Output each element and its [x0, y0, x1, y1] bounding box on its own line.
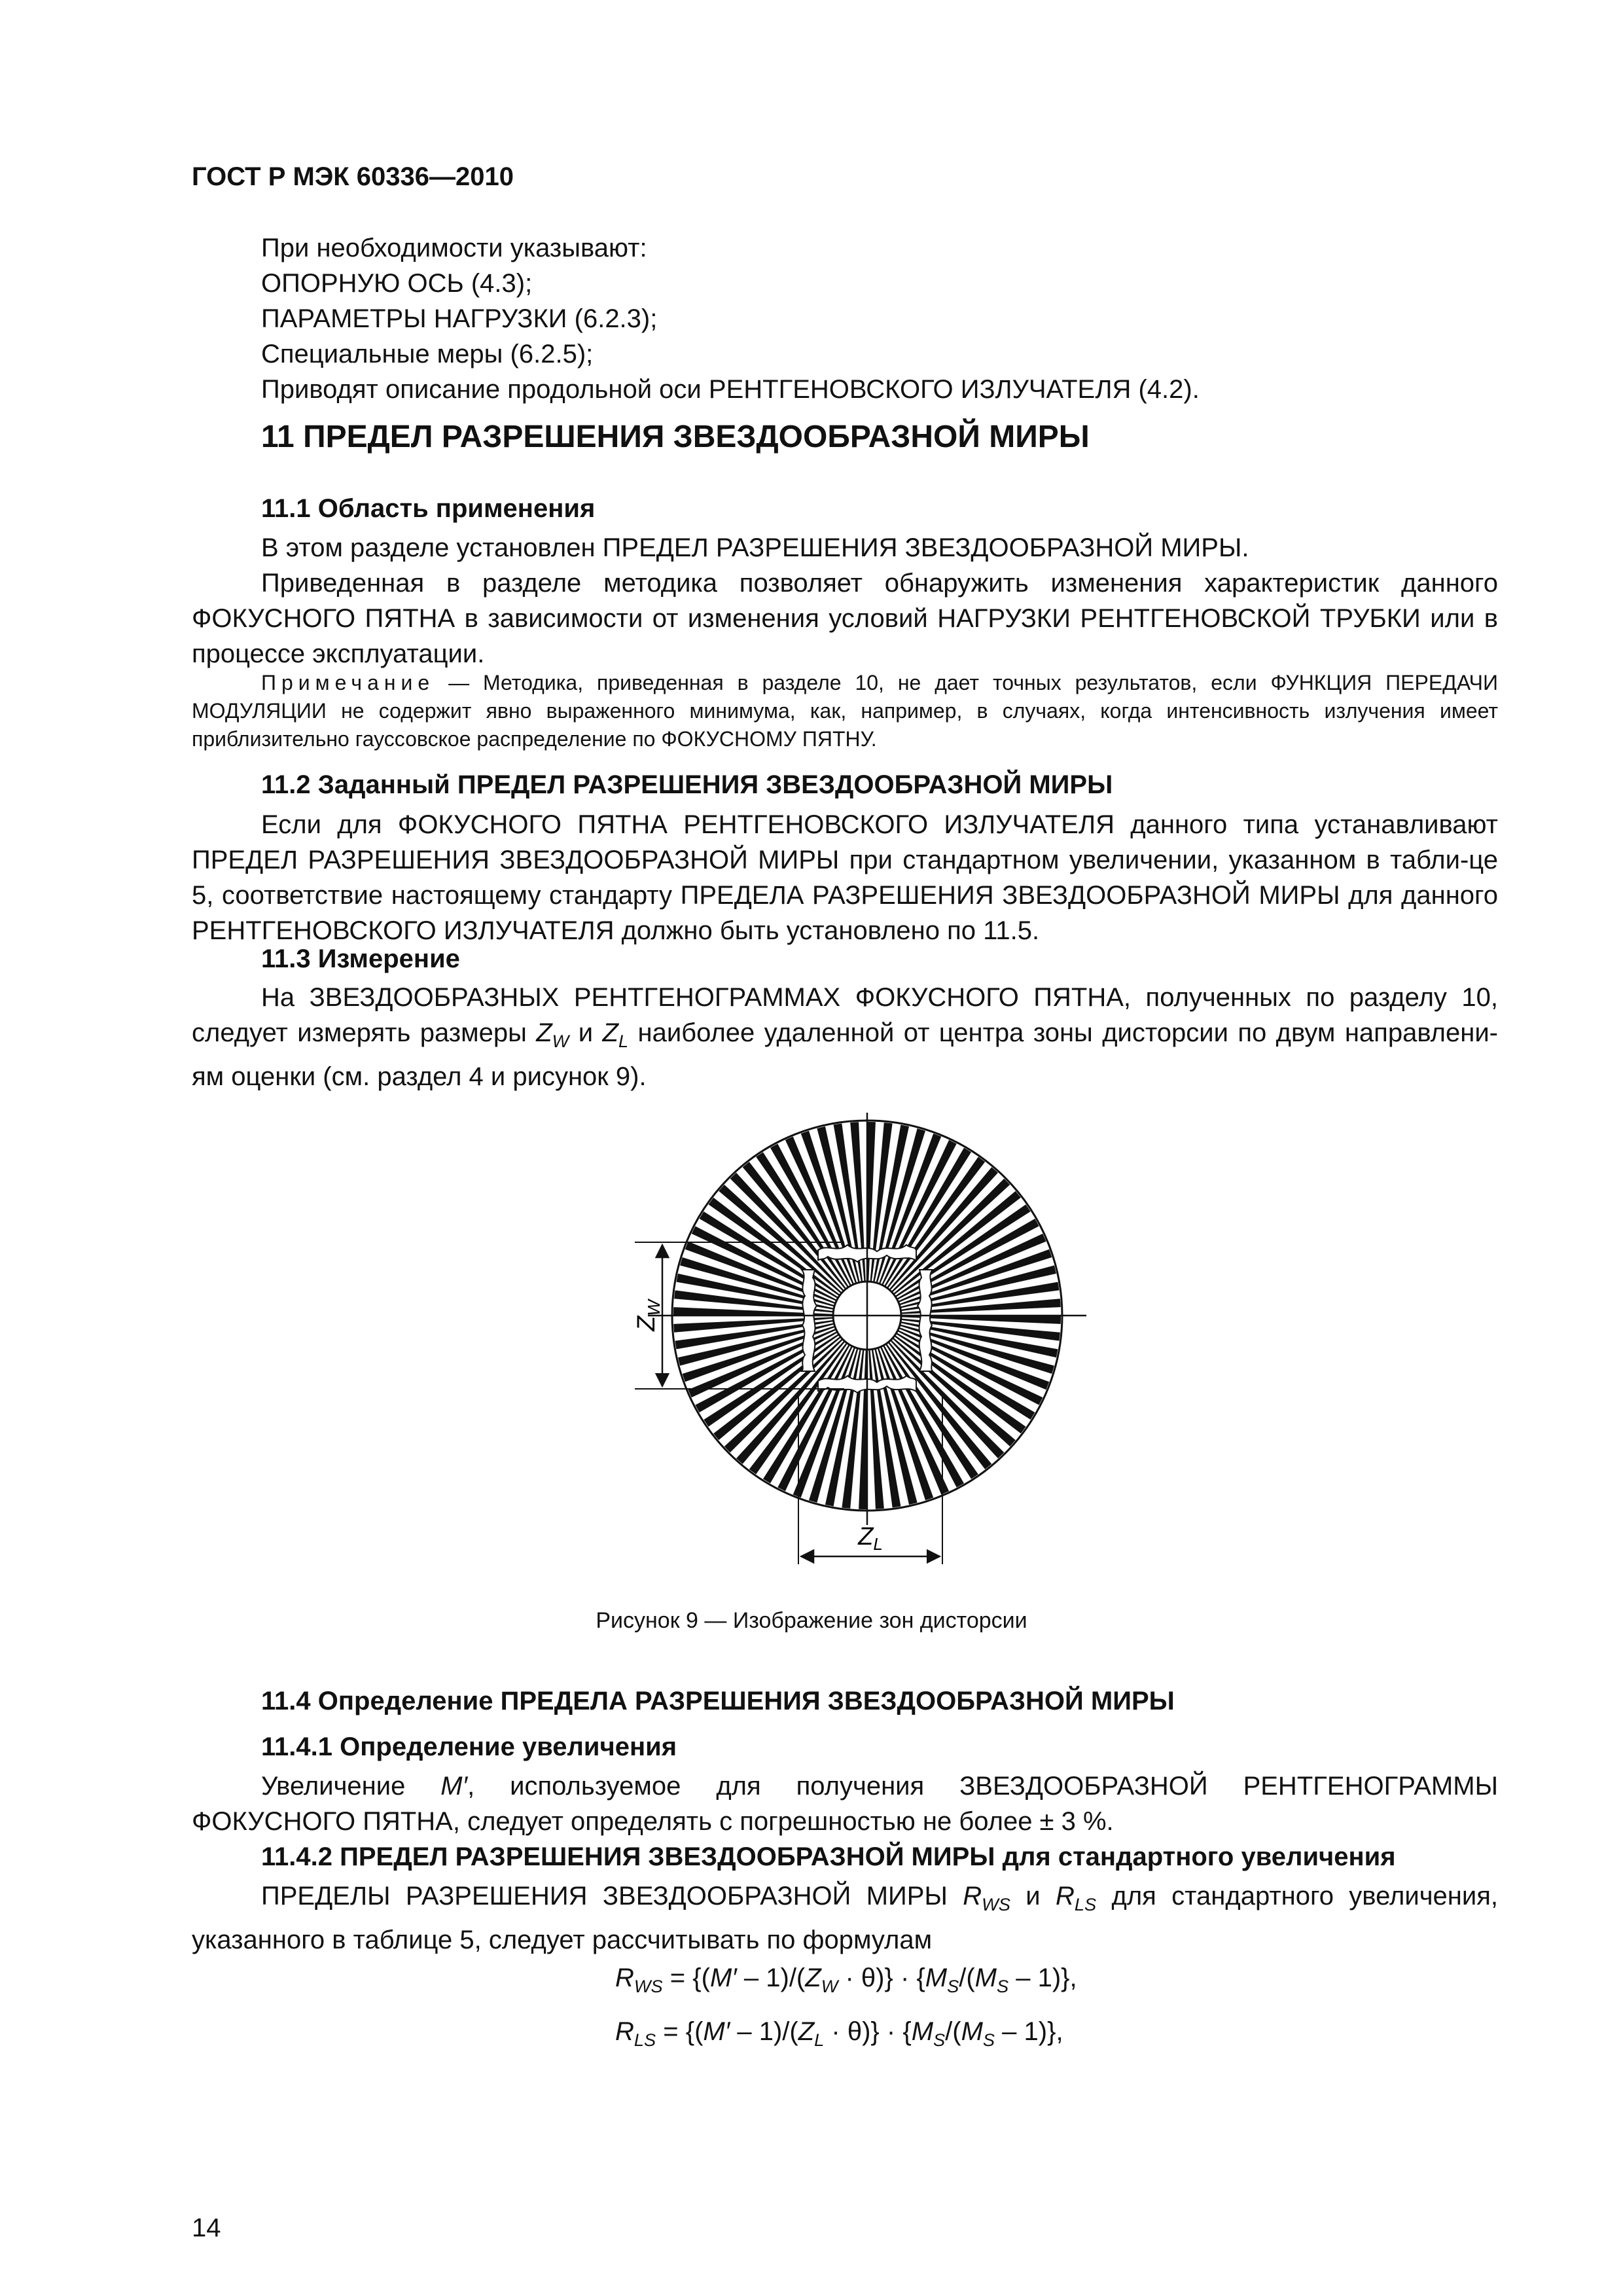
section-11-1-paragraph-2: Приведенная в разделе методика позволяет обнаружить изменения характеристик данного ФОКУСНОГО ПЯТНА в зависимости от изменения условий НАГРУЗКИ РЕНТГЕНОВСКОЙ ТРУБКИ или в процессе эксплуатации. [192, 569, 1498, 668]
subscript-s: S [982, 2030, 995, 2050]
subscript-l: L [618, 1031, 629, 1051]
note-label: Примечание [261, 671, 435, 694]
symbol-m-prime: M′ [709, 1964, 737, 1992]
symbol-z: Z [805, 1964, 821, 1992]
section-11-1-heading: 11.1 Область применения [261, 494, 596, 523]
section-11-2-paragraph: Если для ФОКУСНОГО ПЯТНА РЕНТГЕНОВСКОГО ИЗЛУЧАТЕЛЯ данного типа устанавливают ПРЕДЕЛ РАЗРЕШЕНИЯ ЗВЕЗДООБРАЗНОЙ МИРЫ при стандартном увеличении, указанном в табли-це 5, соответствие настоящему стандарту ПРЕДЕЛА РАЗРЕШЕНИЯ ЗВЕЗДООБРАЗНОЙ МИРЫ для данного РЕНТГЕНОВСКОГО ИЗЛУЧАТЕЛЯ должно быть установлено по 11.5. [192, 810, 1498, 945]
star-spoke [879, 1318, 1058, 1357]
text-run: На ЗВЕЗДООБРАЗНЫХ РЕНТГЕНОГРАММАХ ФОКУСНОГО ПЯТНА, полученных по разделу 10, следует измерять размеры [192, 983, 1498, 1047]
subscript-s: S [997, 1976, 1009, 1996]
symbol-z: Z [602, 1018, 618, 1047]
formula-text: = {( [662, 1964, 710, 1992]
formula-text: – 1)}, [995, 2017, 1063, 2046]
note-text: — Методика, приведенная в разделе 10, не дает точных результатов, если ФУНКЦИЯ ПЕРЕДАЧИ МОДУЛЯЦИИ не содержит явно выраженного минимума, как, например, в случаях, когда интенсивность излучения имеет приблизительно гауссовское распределение по ФОКУСНОМУ ПЯТНУ. [192, 671, 1498, 751]
zl-label: $Z_L$ [858, 1523, 883, 1554]
intro-line: ОПОРНУЮ ОСЬ (4.3); [261, 269, 533, 298]
subscript-s: S [933, 2030, 946, 2050]
page-number: 14 [192, 2214, 221, 2242]
formula-text: = {( [656, 2017, 704, 2046]
subscript-w: W [552, 1031, 569, 1051]
text-run: Увеличение [261, 1772, 441, 1801]
star-pattern-figure [609, 1106, 1106, 1590]
formula-rls [615, 2017, 1063, 2051]
formula-text: – 1)/( [730, 2017, 798, 2046]
symbol-z: Z [536, 1018, 552, 1047]
distortion-zone-right [918, 1270, 933, 1371]
section-11-4-1-heading: 11.4.1 Определение увеличения [261, 1732, 677, 1761]
subscript-ls: LS [633, 2030, 656, 2050]
symbol-m: M [925, 1964, 948, 1992]
star-spoke [869, 1125, 909, 1304]
formula-text: – 1)/( [736, 1964, 806, 1992]
section-11-4-2-heading: 11.4.2 ПРЕДЕЛ РАЗРЕШЕНИЯ ЗВЕЗДООБРАЗНОЙ МИРЫ для стандартного увеличения [261, 1842, 1396, 1871]
symbol-z: Z [798, 2017, 815, 2046]
symbol-m: M [911, 2017, 934, 2046]
star-spoke [677, 1274, 856, 1314]
zw-label: $Z_W$ [633, 1300, 664, 1331]
formula-rws [615, 1964, 1077, 1997]
text-run: наиболее удаленной от центра зоны дисторсии по двум направлени-ям оценки (см. раздел 4 и рисунок 9). [192, 1018, 1498, 1091]
document-header: ГОСТ Р МЭК 60336—2010 [192, 162, 514, 191]
formula-text: – 1)}, [1008, 1964, 1077, 1992]
formula-text: /( [945, 2017, 961, 2046]
symbol-r: R [615, 1964, 634, 1992]
subscript-ls: LS [1074, 1894, 1097, 1914]
text-run: ПРЕДЕЛЫ РАЗРЕШЕНИЯ ЗВЕЗДООБРАЗНОЙ МИРЫ [261, 1882, 963, 1910]
figure-caption: Рисунок 9 — Изображение зон дисторсии [596, 1608, 1027, 1633]
note-paragraph [192, 669, 1498, 753]
text-run: и [569, 1018, 603, 1047]
section-11-4-2-paragraph [192, 1878, 1498, 1958]
section-11-2-heading: 11.2 Заданный ПРЕДЕЛ РАЗРЕШЕНИЯ ЗВЕЗДООБРАЗНОЙ МИРЫ [261, 770, 1113, 799]
subscript-w: W [821, 1976, 838, 1996]
symbol-m: M [961, 2017, 983, 2046]
symbol-m: M [974, 1964, 997, 1992]
formula-text: · θ)} · { [838, 1964, 925, 1992]
formula-text: · θ)} · { [824, 2017, 912, 2046]
intro-line: Специальные меры (6.2.5); [261, 340, 594, 368]
intro-line: Приводят описание продольной оси РЕНТГЕНОВСКОГО ИЗЛУЧАТЕЛЯ (4.2). [261, 375, 1200, 404]
section-11-1-paragraph-1: В этом разделе установлен ПРЕДЕЛ РАЗРЕШЕНИЯ ЗВЕЗДООБРАЗНОЙ МИРЫ. [261, 533, 1249, 562]
subscript-ws: WS [982, 1894, 1010, 1914]
section-11-4-1-paragraph [192, 1768, 1498, 1839]
section-11-heading: 11 ПРЕДЕЛ РАЗРЕШЕНИЯ ЗВЕЗДООБРАЗНОЙ МИРЫ [261, 420, 1090, 454]
subscript-ws: WS [633, 1976, 663, 1996]
text-run: и [1010, 1882, 1056, 1910]
section-11-3-heading: 11.3 Измерение [261, 944, 460, 973]
subscript-s: S [947, 1976, 959, 1996]
subscript-l: L [814, 2030, 825, 2050]
intro-block [261, 230, 1498, 407]
symbol-r: R [615, 2017, 634, 2046]
section-11-3-paragraph [192, 980, 1498, 1094]
text-run: для стандартного увеличения, указанного в таблице 5, следует рассчитывать по формулам [192, 1882, 1498, 1954]
intro-line: ПАРАМЕТРЫ НАГРУЗКИ (6.2.3); [261, 304, 658, 333]
section-11-4-heading: 11.4 Определение ПРЕДЕЛА РАЗРЕШЕНИЯ ЗВЕЗДООБРАЗНОЙ МИРЫ [261, 1687, 1175, 1715]
formula-text: /( [959, 1964, 975, 1992]
symbol-m-prime: M′ [440, 1772, 468, 1801]
symbol-m-prime: M′ [703, 2017, 730, 2046]
symbol-r: R [1055, 1882, 1075, 1910]
star-spoke [825, 1327, 865, 1507]
intro-line: При необходимости указывают: [261, 234, 647, 262]
text-run: , используемое для получения ЗВЕЗДООБРАЗНОЙ РЕНТГЕНОГРАММЫ ФОКУСНОГО ПЯТНА, следует определять с погрешностью не более ± 3 %. [192, 1772, 1498, 1836]
symbol-r: R [963, 1882, 982, 1910]
